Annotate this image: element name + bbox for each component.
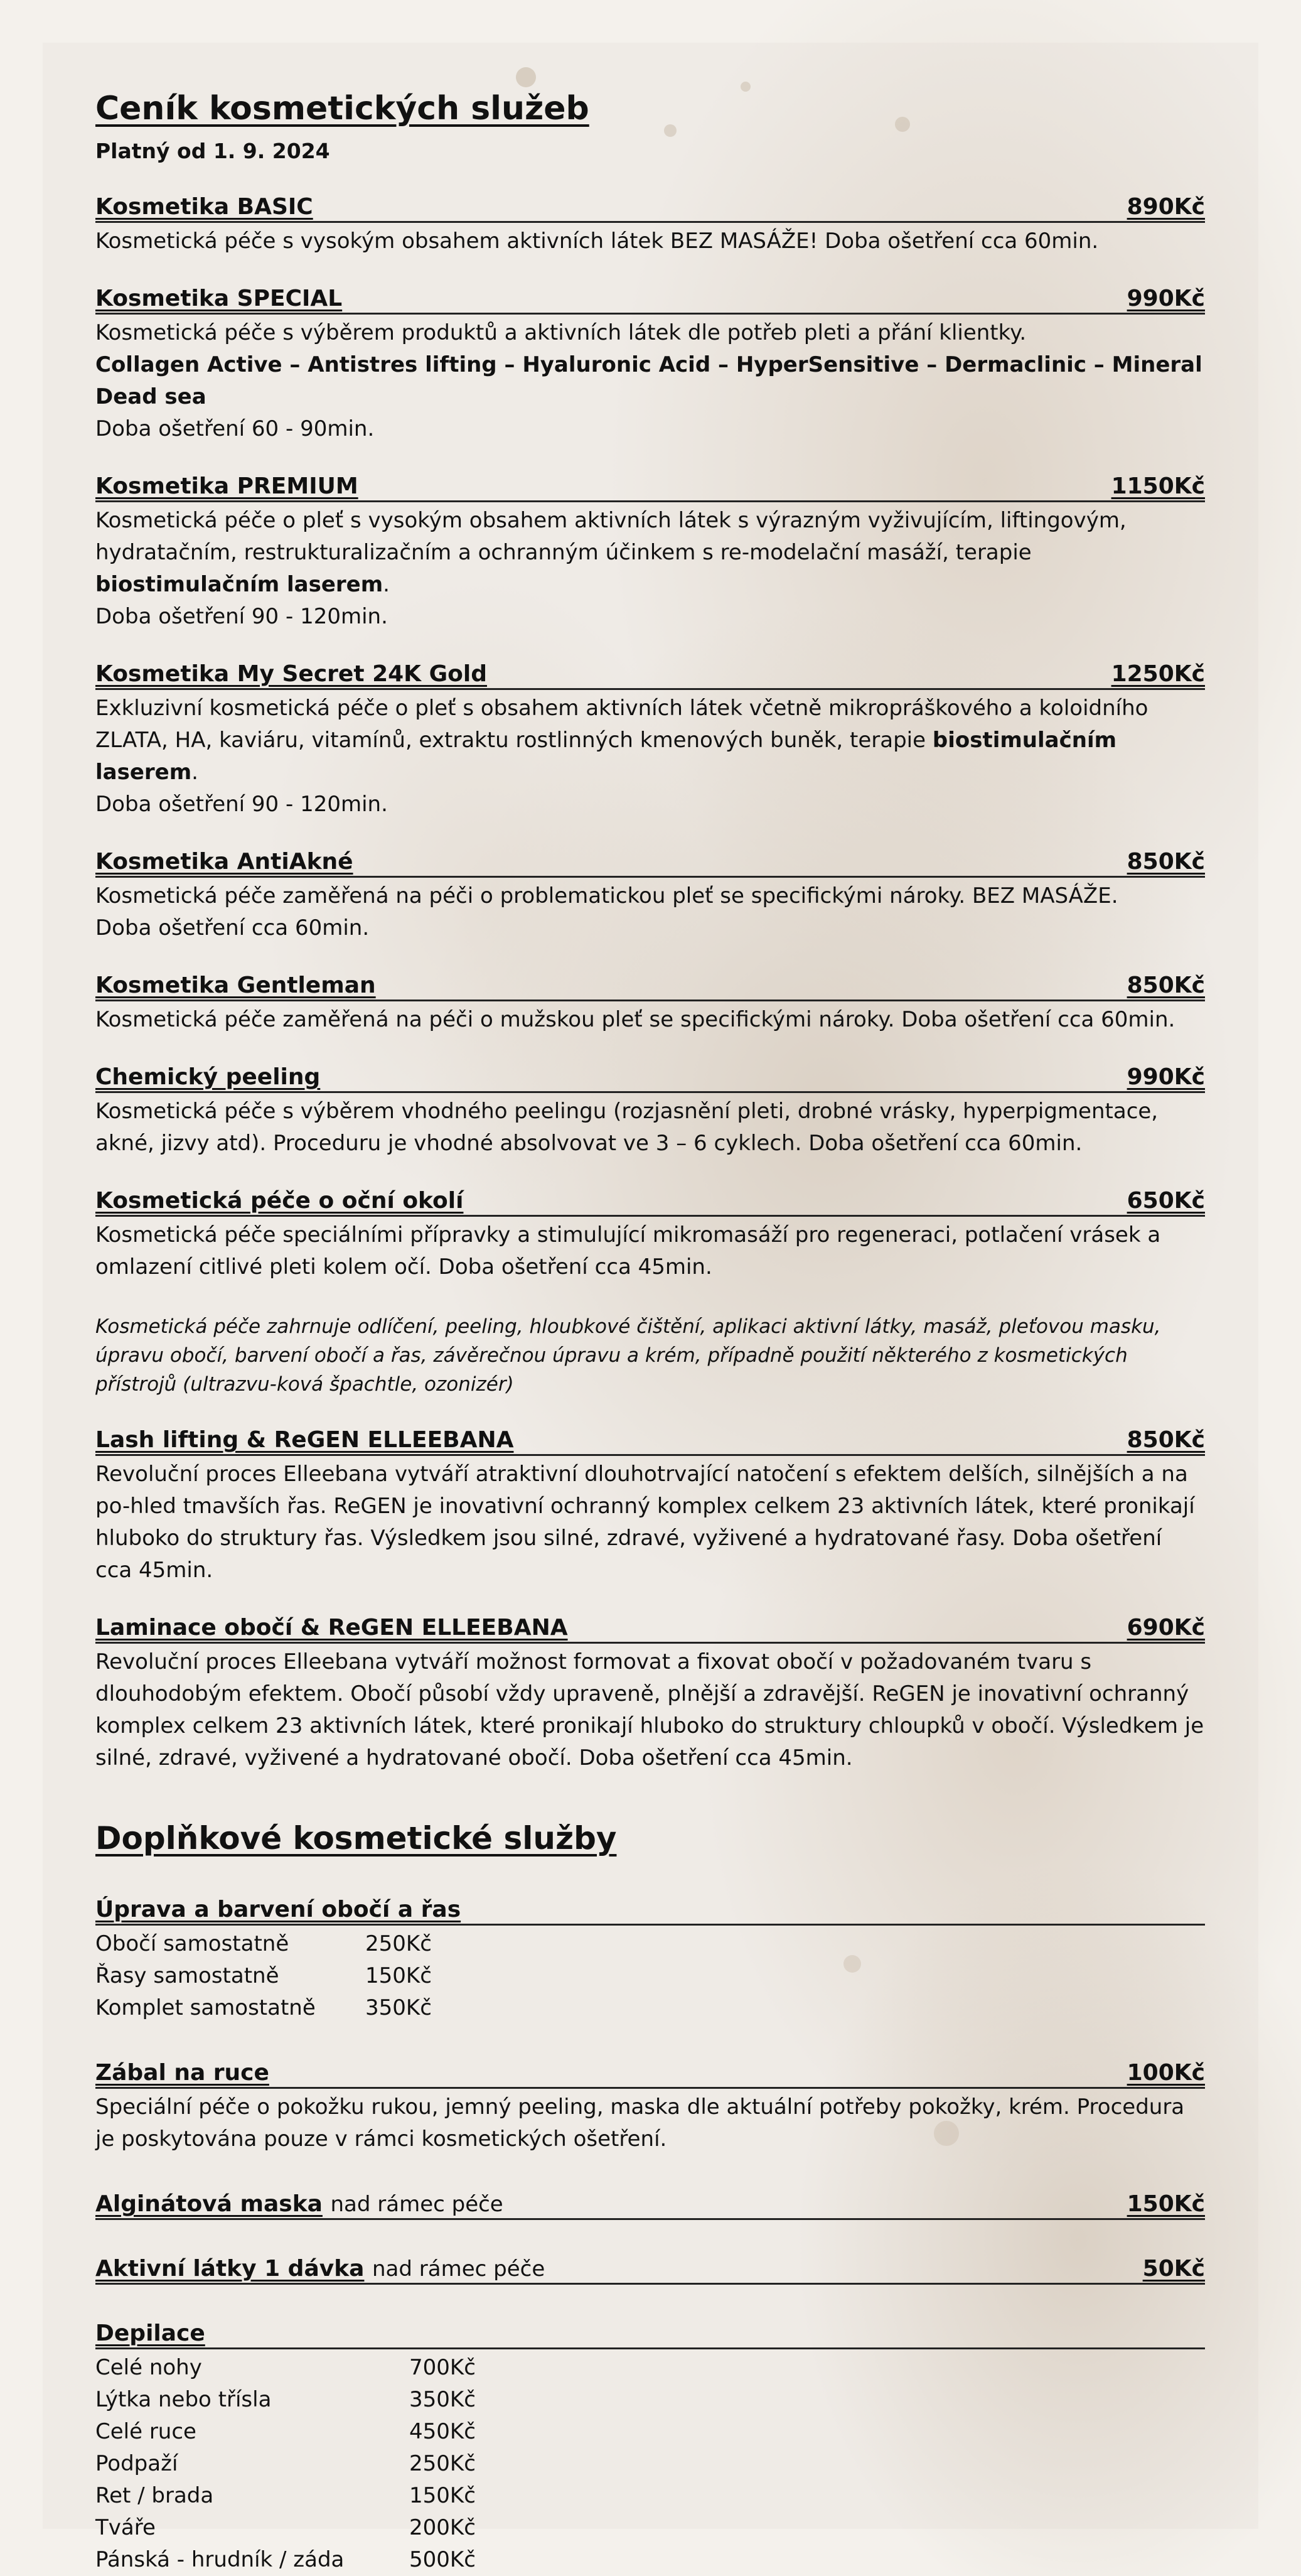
price-row-price: 200Kč — [409, 2515, 476, 2540]
description-tail: . — [191, 760, 198, 785]
service-description-line — [95, 225, 1205, 257]
service-price: 890Kč — [1127, 194, 1205, 220]
price-row — [95, 1960, 1205, 1992]
price-row-name: Řasy samostatně — [95, 1963, 279, 1988]
description-tail: . — [383, 572, 390, 597]
description-text: Exkluzivní kosmetická péče o pleť s obsahem aktivních látek včetně mikropráškového a koloidního ZLATA, HA, kaviáru, vitamínů, extraktu rostlinných kmenových buněk, terapie — [95, 696, 1148, 753]
active-substance-header — [95, 2255, 1205, 2285]
price-row-price: 500Kč — [409, 2547, 476, 2572]
hand-wrap-price: 100Kč — [1127, 2060, 1205, 2086]
service-header — [95, 660, 1205, 690]
active-substance-label — [95, 2255, 545, 2283]
price-row-price: 250Kč — [365, 1931, 432, 1956]
service-header — [95, 1614, 1205, 1644]
depilation-price-table — [95, 2352, 1205, 2576]
service-item — [95, 660, 1205, 821]
service-description — [95, 225, 1205, 257]
active-substance-suffix: nad rámec péče — [372, 2256, 545, 2282]
service-item — [95, 848, 1205, 944]
description-text: Kosmetická péče o pleť s vysokým obsahem aktivních látek s výrazným vyživujícím, liftingovým, hydratačním, restrukturalizačním a ochranným účinkem s re-modelační masáží, terapie — [95, 508, 1127, 565]
service-description-line — [95, 1646, 1205, 1774]
service-description — [95, 1096, 1205, 1160]
service-description-line — [95, 413, 1205, 445]
price-row — [95, 1992, 1205, 2024]
brow-group-header — [95, 1896, 1205, 1926]
service-price: 1150Kč — [1111, 473, 1205, 499]
service-description-line — [95, 1458, 1205, 1587]
price-row-name: Lýtka nebo třísla — [95, 2387, 272, 2412]
service-name: Lash lifting & ReGEN ELLEEBANA — [95, 1427, 514, 1453]
description-text: Kosmetická péče s výběrem vhodného peelingu (rozjasnění pleti, drobné vrásky, hyperpigmentace, akné, jizvy atd). Proceduru je vhodné absolvovat ve 3 – 6 cyklech. Doba ošetření cca 60min. — [95, 1099, 1159, 1156]
price-row — [95, 2512, 1205, 2544]
service-price: 850Kč — [1127, 973, 1205, 998]
alginate-service — [95, 2191, 1205, 2220]
description-text: Collagen Active – Antistres lifting – Hyaluronic Acid – HyperSensitive – Dermaclinic – Mineral Dead sea — [95, 352, 1202, 409]
service-description — [95, 1004, 1205, 1036]
service-description-line — [95, 912, 1205, 944]
price-row-name: Pánská - hrudník / záda — [95, 2547, 345, 2572]
service-header — [95, 193, 1205, 223]
additional-services-title: Doplňkové kosmetické služby — [95, 1820, 617, 1857]
service-price: 990Kč — [1127, 1064, 1205, 1090]
price-row-name: Celé ruce — [95, 2419, 196, 2444]
service-price: 850Kč — [1127, 1427, 1205, 1453]
service-description — [95, 880, 1205, 944]
description-bold-text: biostimulačním laserem — [95, 572, 383, 597]
price-row-price: 350Kč — [365, 1995, 432, 2020]
price-row-price: 700Kč — [409, 2355, 476, 2380]
price-row-name: Komplet samostatně — [95, 1995, 316, 2020]
alginate-suffix: nad rámec péče — [330, 2192, 503, 2217]
service-item — [95, 285, 1205, 445]
description-text: Kosmetická péče s výběrem produktů a aktivních látek dle potřeb pleti a přání klientky. — [95, 320, 1027, 345]
service-description-line — [95, 505, 1205, 601]
hand-wrap-header — [95, 2059, 1205, 2089]
alginate-label — [95, 2191, 503, 2218]
service-description-line — [95, 349, 1205, 413]
service-item — [95, 1426, 1205, 1587]
services-note: Kosmetická péče zahrnuje odlíčení, peeling, hloubkové čištění, aplikaci aktivní látky, masáž, pleťovou masku, úpravu obočí, barvení obočí a řas, závěrečnou úpravu a krém, případně použití některého z kosmetických přístrojů (ultrazvu-ková špachtle, ozonizér) — [95, 1315, 1161, 1396]
brow-group-name: Úprava a barvení obočí a řas — [95, 1897, 461, 1922]
price-row-price: 150Kč — [409, 2483, 476, 2508]
service-header — [95, 848, 1205, 878]
description-text: Doba ošetření 90 - 120min. — [95, 792, 388, 817]
hand-wrap-name: Zábal na ruce — [95, 2060, 269, 2086]
active-substance-service — [95, 2255, 1205, 2285]
description-text: Revoluční proces Elleebana vytváří možnost formovat a fixovat obočí v požadovaném tvaru s dlouhodobým efektem. Obočí působí vždy upraveně, plnější a zdravější. ReGEN je inovativní ochranný komplex celkem 23 aktivních látek, které pronikají hluboko do struktury chloupků v obočí. Výsledkem je silné, zdravé, vyživené a hydratované obočí. Doba ošetření cca 45min. — [95, 1649, 1204, 1770]
alginate-price: 150Kč — [1127, 2191, 1205, 2217]
service-name: Kosmetika Gentleman — [95, 973, 376, 998]
service-name: Kosmetika PREMIUM — [95, 473, 358, 499]
service-item — [95, 193, 1205, 257]
valid-from: Platný od 1. 9. 2024 — [95, 139, 330, 163]
depilation-name: Depilace — [95, 2320, 205, 2346]
services-list — [95, 193, 1205, 1283]
service-description-line — [95, 880, 1205, 912]
description-text: Kosmetická péče zaměřená na péči o mužskou pleť se specifickými nároky. Doba ošetření cca 60min. — [95, 1007, 1175, 1032]
price-row — [95, 2544, 1205, 2576]
service-description — [95, 693, 1205, 821]
price-row-price: 450Kč — [409, 2419, 476, 2444]
service-name: Kosmetika SPECIAL — [95, 286, 343, 311]
description-bold-text: biostimulačním laserem — [95, 728, 1117, 785]
description-text: Revoluční proces Elleebana vytváří atraktivní dlouhotrvající natočení s efektem delších, silnějších a na po-hled tmavších řas. ReGEN je inovativní ochranný komplex celkem 23 aktivních látek, které pronikají hluboko do struktury řas. Výsledkem jsou silné, zdravé, vyživené a hydratované řasy. Doba ošetření cca 45min. — [95, 1462, 1195, 1583]
service-price: 990Kč — [1127, 286, 1205, 311]
active-substance-price: 50Kč — [1142, 2256, 1205, 2282]
service-description-line — [95, 1004, 1205, 1036]
service-price: 850Kč — [1127, 849, 1205, 875]
price-row — [95, 2352, 1205, 2384]
price-row — [95, 1928, 1205, 1960]
price-row-name: Podpaží — [95, 2451, 178, 2476]
alginate-header — [95, 2191, 1205, 2220]
service-name: Laminace obočí & ReGEN ELLEEBANA — [95, 1615, 568, 1641]
description-text: Kosmetická péče zaměřená na péči o problematickou pleť se specifickými nároky. BEZ MASÁŽE. — [95, 883, 1118, 908]
service-name: Kosmetika AntiAkné — [95, 849, 353, 875]
service-description — [95, 317, 1205, 445]
price-row-name: Obočí samostatně — [95, 1931, 289, 1956]
service-header — [95, 1064, 1205, 1093]
service-description-line — [95, 317, 1205, 349]
price-row-name: Tváře — [95, 2515, 156, 2540]
service-description-line — [95, 789, 1205, 821]
service-item — [95, 1064, 1205, 1160]
description-text: Doba ošetření 90 - 120min. — [95, 604, 388, 629]
service-item — [95, 1187, 1205, 1283]
service-price: 690Kč — [1127, 1615, 1205, 1641]
active-substance-name: Aktivní látky 1 dávka — [95, 2256, 365, 2282]
service-header — [95, 473, 1205, 502]
page-title: Ceník kosmetických služeb — [95, 90, 589, 127]
price-row-name: Celé nohy — [95, 2355, 202, 2380]
hand-wrap-description: Speciální péče o pokožku rukou, jemný peeling, maska dle aktuální potřeby pokožky, krém. Procedura je poskytována pouze v rámci kosmetických ošetření. — [95, 2094, 1185, 2152]
price-row-price: 350Kč — [409, 2387, 476, 2412]
depilation-header — [95, 2320, 1205, 2349]
service-name: Chemický peeling — [95, 1064, 321, 1090]
description-text: Doba ošetření 60 - 90min. — [95, 416, 375, 441]
service-description — [95, 505, 1205, 633]
service-description — [95, 1219, 1205, 1283]
service-item — [95, 972, 1205, 1036]
service-description-line — [95, 693, 1205, 789]
service-header — [95, 1187, 1205, 1217]
description-text: Doba ošetření cca 60min. — [95, 915, 370, 940]
service-name: Kosmetická péče o oční okolí — [95, 1188, 464, 1214]
price-list-sheet — [43, 43, 1258, 2572]
lash-brow-services-list — [95, 1426, 1205, 1774]
description-text: Kosmetická péče s vysokým obsahem aktivních látek BEZ MASÁŽE! Doba ošetření cca 60min. — [95, 229, 1099, 254]
price-row — [95, 2416, 1205, 2448]
service-price: 1250Kč — [1111, 661, 1205, 687]
alginate-name: Alginátová maska — [95, 2191, 323, 2217]
service-description-line — [95, 1096, 1205, 1160]
service-name: Kosmetika BASIC — [95, 194, 313, 220]
price-row-name: Ret / brada — [95, 2483, 214, 2508]
service-description — [95, 1646, 1205, 1774]
service-header — [95, 972, 1205, 1001]
price-row-price: 150Kč — [365, 1963, 432, 1988]
brow-price-table — [95, 1928, 1205, 2024]
service-header — [95, 1426, 1205, 1456]
service-description-line — [95, 601, 1205, 633]
price-row — [95, 2384, 1205, 2416]
service-item — [95, 473, 1205, 633]
price-row-price: 250Kč — [409, 2451, 476, 2476]
service-item — [95, 1614, 1205, 1774]
service-description-line — [95, 1219, 1205, 1283]
price-row — [95, 2448, 1205, 2480]
price-list-content — [95, 87, 1205, 2576]
service-name: Kosmetika My Secret 24K Gold — [95, 661, 488, 687]
service-header — [95, 285, 1205, 315]
description-text: Kosmetická péče speciálními přípravky a stimulující mikromasáží pro regeneraci, potlačení vrásek a omlazení citlivé pleti kolem očí. Doba ošetření cca 45min. — [95, 1222, 1161, 1280]
service-price: 650Kč — [1127, 1188, 1205, 1214]
price-row — [95, 2480, 1205, 2512]
service-description — [95, 1458, 1205, 1587]
hand-wrap-service — [95, 2059, 1205, 2155]
